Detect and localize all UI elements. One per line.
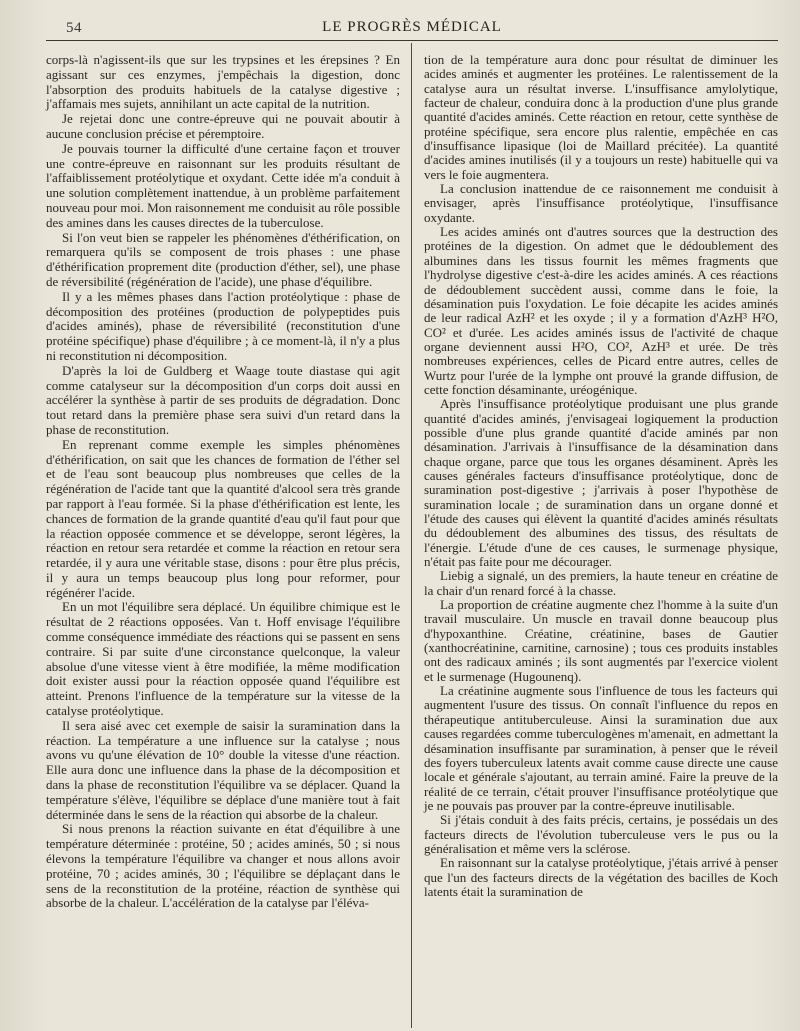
paragraph: La conclusion inattendue de ce raisonnement me conduisit à envisager, après l'insuffisance protéolytique, l'insuffisance oxydante. <box>424 181 778 225</box>
paragraph: Je pouvais tourner la difficulté d'une certaine façon et trouver une contre-épreuve en raisonnant sur les produits résultant de l'affaiblissement protéolytique et oxydant. Cette idée m'a conduit à une solution complètement inattendue, à un problème parfaitement nouveau pour moi. Mon raisonnement me conduisit au rôle possible des amines dans les causes directes de la tuberculose. <box>46 140 400 230</box>
paragraph: Je rejetai donc une contre-épreuve qui ne pouvait aboutir à aucune conclusion précise et péremptoire. <box>46 111 400 141</box>
paragraph: Liebig a signalé, un des premiers, la haute teneur en créatine de la chair d'un renard forcé à la chasse. <box>424 568 778 598</box>
paragraph: La proportion de créatine augmente chez l'homme à la suite d'un travail musculaire. Un muscle en travail donne beaucoup plus d'hypoxanthine. Créatine, créatinine, bases de Gautier (xanthocréatinine, carnitine, carnosine) ; tous ces produits instables ont des radicaux aminés ; ils sont augmentés par l'exercice violent et le surmenage (Hugounenq). <box>424 597 778 684</box>
paragraph: Il sera aisé avec cet exemple de saisir la suramination dans la réaction. La température a une influence sur la catalyse ; nous avons vu qu'une élévation de 10° double la vitesse d'une réaction. Elle aura donc une influence dans la phase de la décomposition et dans la phase de reconstitution l'équilibre va se déplacer. Quand la température s'élève, l'équilibre se déplace d'une manière tout à fait déterminée dans le sens de la réaction qui absorbe de la chaleur. <box>46 717 400 822</box>
paragraph: Si j'étais conduit à des faits précis, certains, je possédais un des facteurs directs de l'évolution tuberculeuse vers le pus ou la généralisation et même vers la sclérose. <box>424 812 778 856</box>
journal-title: LE PROGRÈS MÉDICAL <box>322 19 502 35</box>
paragraph: tion de la température aura donc pour résultat de diminuer les acides aminés et augmenter les protéines. Le ralentissement de la catalyse aura un résultat inverse. L'insuffisance amylolytique, facteur de chaleur, conduira donc à la production d'une plus grande quantité d'acides aminés. Cette réaction en retour, cette synthèse de protéine spécifique, sera encore plus ralentie, empêchée en cas d'insuffisance lipasique (loi de Maillard précitée). La quantité d'acides amines inutilisés (il y a toujours un reste) habituelle qui va vers le foie augmentera. <box>424 52 778 182</box>
paragraph: Il y a les mêmes phases dans l'action protéolytique : phase de décomposition des protéines (production de polypeptides puis d'acides aminés), phase de réversibilité (reconstitution d'une protéine spécifique) phase d'équilibre ; à ce moment-là, il n'y a plus ni reconstitution ni décomposition. <box>46 288 400 363</box>
paragraph: En reprenant comme exemple les simples phénomènes d'éthérification, on sait que les chances de formation de l'éther sel et de l'eau sont beaucoup plus nombreuses que celles de la régénération de l'acide tant que la quantité d'alcool sera très grande par rapport à l'eau formée. Si la phase d'éthérification est lente, les chances de formation de la grande quantité d'eau qu'il faut pour que la réaction opposée commence et se développe, seront légères, la réaction en retour sera retardée et comme la réaction en retour sera retardée, il y aura une véritable stase, disons : pour être plus précis, il y aura un temps beaucoup plus long pour reformer, pour régénérer l'acide. <box>46 436 400 600</box>
paragraph: D'après la loi de Guldberg et Waage toute diastase qui agit comme catalyseur sur la décomposition d'un corps doit aussi en accélérer la synthèse à partir de ses produits de dégradation. Donc tout retard dans la première phase sera suivi d'un retard dans la phase de reconstitution. <box>46 362 400 437</box>
right-column <box>424 53 778 1028</box>
paragraph: Les acides aminés ont d'autres sources que la destruction des protéines de la digestion. On admet que le dédoublement des albumines dans les tissus fournit les mêmes fragments que l'hydrolyse digestive c'est-à-dire les acides aminés. A ces réactions de dédoublement succèdent aussi, comme dans le foie, la désamination puis l'oxydation. Le foie décapite les acides aminés de leur radical AzH² et les oxyde ; il y a formation d'AzH³ H²O, CO² et d'urée. Les acides aminés issus de l'activité de chaque organe deviennent aussi H²O, CO², AzH³ et urée. De très nombreuses expériences, celles de Picard entre autres, celles de Wurtz pour l'urée de la lymphe ont prouvé la grande diffusion, de cette fonction désaminante, uréogénique. <box>424 224 778 397</box>
paragraph: Si l'on veut bien se rappeler les phénomènes d'éthérification, on remarquera qu'ils se composent de trois phases : une phase d'éthérification proprement dite (production d'éther, sel), une phase de réversibilité (régénération de l'acide), une phase d'équilibre. <box>46 229 400 289</box>
paragraph: En un mot l'équilibre sera déplacé. Un équilibre chimique est le résultat de 2 réactions opposées. Van t. Hoff envisage l'équilibre comme conséquence immédiate des réactions qui se passent en sens contraire. Si par suite d'une circonstance quelconque, la valeur absolue d'une vitesse vient à être modifiée, la même modification doit exister aussi pour la réaction opposée quand l'équilibre est atteint. Prenons l'influence de la température sur la vitesse de la catalyse protéolytique. <box>46 599 400 719</box>
paragraph: Si nous prenons la réaction suivante en état d'équilibre à une température déterminée : protéine, 50 ; acides aminés, 50 ; si nous élevons la température l'équilibre va changer et nous allons avoir protéine, 70 ; acides aminés, 30 ; l'équilibre se déplaçant dans le sens de la reconstitution de la protéine, réaction de synthèse qui absorbe de la chaleur. L'accélération de la catalyse par l'éléva- <box>46 821 400 911</box>
column-divider <box>411 43 412 1028</box>
left-column <box>46 53 400 1028</box>
paragraph: corps-là n'agissent-ils que sur les trypsines et les érepsines ? En agissant sur ces enzymes, j'empêchais la digestion, donc l'absorption des produits habituels de la catalyse digestive ; j'affamais mes sujets, annihilant un acte capital de la nutrition. <box>46 52 400 112</box>
page-number: 54 <box>66 20 82 36</box>
article-body <box>46 53 778 1028</box>
paragraph: Après l'insuffisance protéolytique produisant une plus grande quantité d'acides aminés, j'envisageai logiquement la production possible d'une plus grande quantité d'acide aminés par non désamination. J'arrivais à l'insuffisance de la désamination dans chaque organe, parce que tous les organes désaminent. Après les causes générales facteurs d'insuffisance protéolytique, donc de suramination post-digestive ; j'arrivais à poser l'hypothèse de suramination locale ; de suramination dans un organe donné et l'étude des causes qui élèvent la quantité d'acides aminés résultats du dédoublement des albumines des tissus, des résultats de l'énergie. L'étude d'une de ces causes, le surmenage physique, n'était pas faite pour me décourager. <box>424 396 778 570</box>
paragraph: La créatinine augmente sous l'influence de tous les facteurs qui augmentent l'usure des tissus. On connaît l'influence du repos en thérapeutique antituberculeuse. Ainsi la suramination due aux causes regardées comme tuberculogènes m'amenait, en admettant la désamination insuffisante par suramination, à penser que le réveil des foyers tuberculeux latents avait comme cause directe une cause locale et générale s'ajoutant, au terrain aminé. Faire la preuve de la réalité de ce terrain, c'était prouver l'insuffisance protéolytique que je ne pouvais pas prouver par la contre-épreuve inutilisable. <box>424 683 778 813</box>
page-header <box>46 16 778 41</box>
paragraph: En raisonnant sur la catalyse protéolytique, j'étais arrivé à penser que l'un des facteurs directs de la végétation des bacilles de Koch latents était la suramination de <box>424 855 778 899</box>
